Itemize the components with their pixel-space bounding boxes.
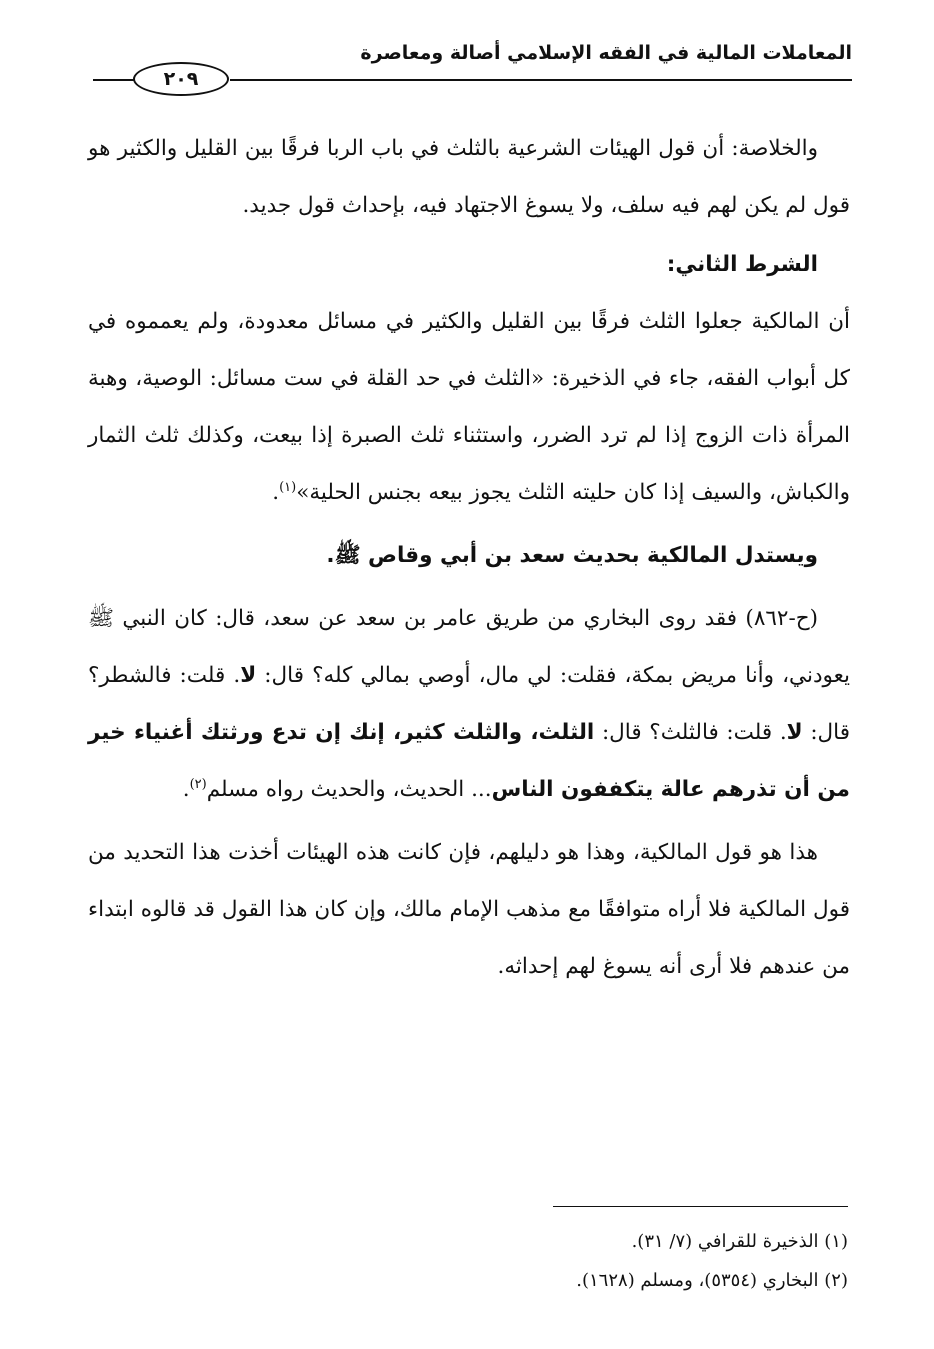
hadith-question-half: . قلت: فالشطر؟ قال: — [88, 663, 851, 745]
paragraph-conclusion: والخلاصة: أن قول الهيئات الشرعية بالثلث في باب الربا فرقًا بين القليل والكثير هو قول لم يكن لهم فيه سلف، ولا يسوغ الاجتهاد فيه، بإحداث قول جديد. — [88, 136, 850, 218]
hadith-end-dot: . — [182, 777, 190, 802]
hadith-bold-no-2: لا — [786, 720, 803, 745]
paragraph-closing: هذا هو قول المالكية، وهذا هو دليلهم، فإن كانت هذه الهيئات أخذت هذا التحديد من قول المالكية فلا أراه متوافقًا مع مذهب الإمام مالك، وإن كان هذا القول قد قالوه ابتداء من عندهم فلا أرى أنه يسوغ لهم إحداثه. — [88, 840, 850, 979]
footnote-1: (١) الذخيرة للقرافي (٧/ ٣١). — [631, 1231, 848, 1252]
main-text — [88, 120, 850, 995]
paragraph-end-dot: . — [272, 480, 280, 505]
page-number: ٢٠٩ — [163, 68, 199, 90]
footnote-2: (٢) البخاري (٥٣٥٤)، ومسلم (١٦٢٨). — [576, 1270, 848, 1291]
page-number-oval — [133, 62, 229, 96]
running-header-title: المعاملات المالية في الفقه الإسلامي أصالة ومعاصرة — [360, 42, 852, 64]
heading-second-condition: الشرط الثاني: — [666, 252, 818, 277]
hadith-bold-answer: الثلث، والثلث كثير، إنك إن تدع ورثتك أغنياء خير من أن تذرهم عالة يتكففون الناس — [88, 720, 850, 802]
footnote-separator — [553, 1206, 848, 1207]
paragraph-maliki-third — [88, 293, 850, 521]
footnote-ref-1[interactable]: (١) — [279, 479, 297, 495]
footnotes — [88, 1222, 848, 1300]
hadith-question-third: . قلت: فالثلث؟ قال: — [594, 720, 787, 745]
header-rule — [230, 79, 852, 81]
footnote-ref-2[interactable]: (٢) — [189, 776, 207, 792]
hadith-paragraph — [88, 590, 850, 818]
hadith-intro: (ح-٨٦٢) فقد روى البخاري من طريق عامر بن سعد عن سعد، قال: كان النبي ﷺ يعودني، وأنا مريض بمكة، فقلت: لي مال، أوصي بمالي كله؟ قال: — [88, 606, 850, 688]
heading-evidence: ويستدل المالكية بحديث سعد بن أبي وقاص ﷺ. — [326, 543, 818, 568]
hadith-ending: ... الحديث، والحديث رواه مسلم — [206, 777, 492, 802]
paragraph-maliki-third-text: أن المالكية جعلوا الثلث فرقًا بين القليل والكثير في مسائل معدودة، ولم يعمموه في كل أبواب الفقه، جاء في الذخيرة: «الثلث في حد القلة في ست مسائل: الوصية، وهبة المرأة ذات الزوج إذا لم ترد الضرر، واستثناء ثلث الصبرة إذا بيعت، وكذلك ثلث الثمار والكباش، والسيف إذا كان حليته الثلث يجوز بيعه بجنس الحلية» — [88, 309, 850, 505]
hadith-bold-no-1: لا — [240, 663, 257, 688]
